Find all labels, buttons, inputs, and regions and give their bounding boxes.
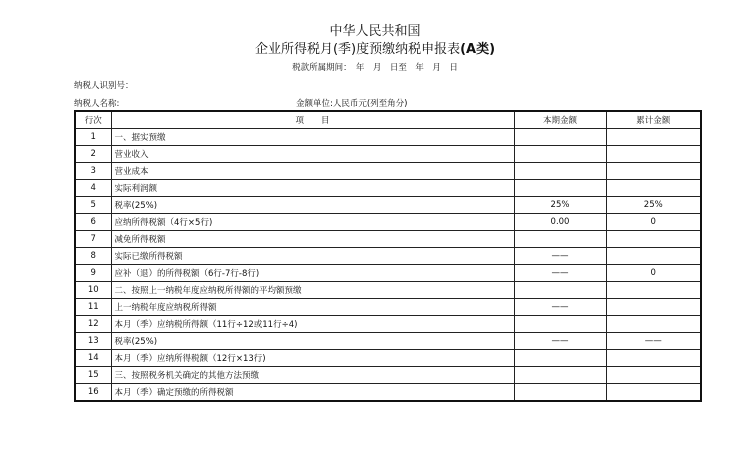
tax-period: 税款所属期间： 年 月 日至 年 月 日 (292, 63, 458, 73)
current-amount-cell[interactable]: —— (514, 299, 606, 316)
current-amount-cell[interactable] (514, 316, 606, 333)
cumulative-amount-cell[interactable] (606, 299, 701, 316)
table-row (75, 129, 701, 146)
table-row (75, 265, 701, 282)
row-item: 应纳所得税额（4行×5行) (111, 214, 514, 231)
row-number: 15 (75, 367, 111, 384)
cumulative-amount-cell[interactable]: —— (606, 333, 701, 350)
form-title-suffix: (A类) (460, 42, 496, 57)
amount-unit-label: 金额单位:人民币元(列至角分) (296, 99, 408, 109)
row-item: 应补（退）的所得税额（6行-7行-8行) (111, 265, 514, 282)
table-row (75, 299, 701, 316)
form-title-line2 (0, 38, 750, 57)
row-item: 一、据实预缴 (111, 129, 514, 146)
table-row (75, 367, 701, 384)
table-row (75, 231, 701, 248)
header-current-amount: 本期金额 (514, 111, 606, 129)
cumulative-amount-cell[interactable] (606, 129, 701, 146)
table-row (75, 282, 701, 299)
current-amount-cell[interactable]: —— (514, 333, 606, 350)
table-row (75, 197, 701, 214)
cumulative-amount-cell[interactable] (606, 367, 701, 384)
row-number: 3 (75, 163, 111, 180)
taxpayer-id-label: 纳税人识别号： (74, 81, 134, 91)
table-row (75, 180, 701, 197)
current-amount-cell[interactable]: —— (514, 248, 606, 265)
table-row (75, 384, 701, 402)
cumulative-amount-cell[interactable] (606, 231, 701, 248)
cumulative-amount-cell[interactable]: 25% (606, 197, 701, 214)
row-number: 7 (75, 231, 111, 248)
current-amount-cell[interactable] (514, 163, 606, 180)
current-amount-cell[interactable] (514, 367, 606, 384)
cumulative-amount-cell[interactable]: 0 (606, 265, 701, 282)
cumulative-amount-cell[interactable] (606, 384, 701, 402)
cumulative-amount-cell[interactable] (606, 146, 701, 163)
tax-return-table (74, 110, 702, 402)
row-number: 11 (75, 299, 111, 316)
row-item: 二、按照上一纳税年度应纳税所得额的平均额预缴 (111, 282, 514, 299)
current-amount-cell[interactable]: —— (514, 265, 606, 282)
current-amount-cell[interactable] (514, 180, 606, 197)
header-cumulative-amount: 累计金额 (606, 111, 701, 129)
current-amount-cell[interactable] (514, 350, 606, 367)
form-title-line1: 中华人民共和国 (329, 24, 421, 39)
table-row (75, 214, 701, 231)
form-title-main: 企业所得税月(季)度预缴纳税申报表 (254, 42, 461, 57)
current-amount-cell[interactable]: 0.00 (514, 214, 606, 231)
row-item: 税率(25%) (111, 333, 514, 350)
taxpayer-name-label: 纳税人名称: (74, 99, 120, 109)
row-number: 6 (75, 214, 111, 231)
table-header-row (75, 111, 701, 129)
cumulative-amount-cell[interactable] (606, 180, 701, 197)
row-number: 2 (75, 146, 111, 163)
row-number: 4 (75, 180, 111, 197)
row-item: 三、按照税务机关确定的其他方法预缴 (111, 367, 514, 384)
table-row (75, 350, 701, 367)
current-amount-cell[interactable] (514, 231, 606, 248)
row-item: 上一纳税年度应纳税所得额 (111, 299, 514, 316)
header-row-number: 行次 (75, 111, 111, 129)
row-item: 减免所得税额 (111, 231, 514, 248)
row-number: 13 (75, 333, 111, 350)
row-number: 10 (75, 282, 111, 299)
table-row (75, 316, 701, 333)
cumulative-amount-cell[interactable] (606, 248, 701, 265)
cumulative-amount-cell[interactable] (606, 350, 701, 367)
row-item: 营业成本 (111, 163, 514, 180)
row-number: 12 (75, 316, 111, 333)
row-item: 本月（季）应纳税所得额（11行÷12或11行÷4) (111, 316, 514, 333)
row-item: 实际已缴所得税额 (111, 248, 514, 265)
row-item: 实际利润额 (111, 180, 514, 197)
cumulative-amount-cell[interactable] (606, 163, 701, 180)
header-item: 项 目 (111, 111, 514, 129)
row-item: 本月（季）确定预缴的所得税额 (111, 384, 514, 402)
row-number: 8 (75, 248, 111, 265)
table-row (75, 248, 701, 265)
row-item: 本月（季）应纳所得税额（12行×13行) (111, 350, 514, 367)
table-row (75, 333, 701, 350)
current-amount-cell[interactable] (514, 129, 606, 146)
current-amount-cell[interactable]: 25% (514, 197, 606, 214)
row-item: 税率(25%) (111, 197, 514, 214)
current-amount-cell[interactable] (514, 282, 606, 299)
cumulative-amount-cell[interactable] (606, 282, 701, 299)
row-number: 5 (75, 197, 111, 214)
row-number: 16 (75, 384, 111, 402)
table-row (75, 163, 701, 180)
current-amount-cell[interactable] (514, 384, 606, 402)
cumulative-amount-cell[interactable]: 0 (606, 214, 701, 231)
row-number: 1 (75, 129, 111, 146)
row-number: 9 (75, 265, 111, 282)
row-item: 营业收入 (111, 146, 514, 163)
current-amount-cell[interactable] (514, 146, 606, 163)
row-number: 14 (75, 350, 111, 367)
table-row (75, 146, 701, 163)
cumulative-amount-cell[interactable] (606, 316, 701, 333)
